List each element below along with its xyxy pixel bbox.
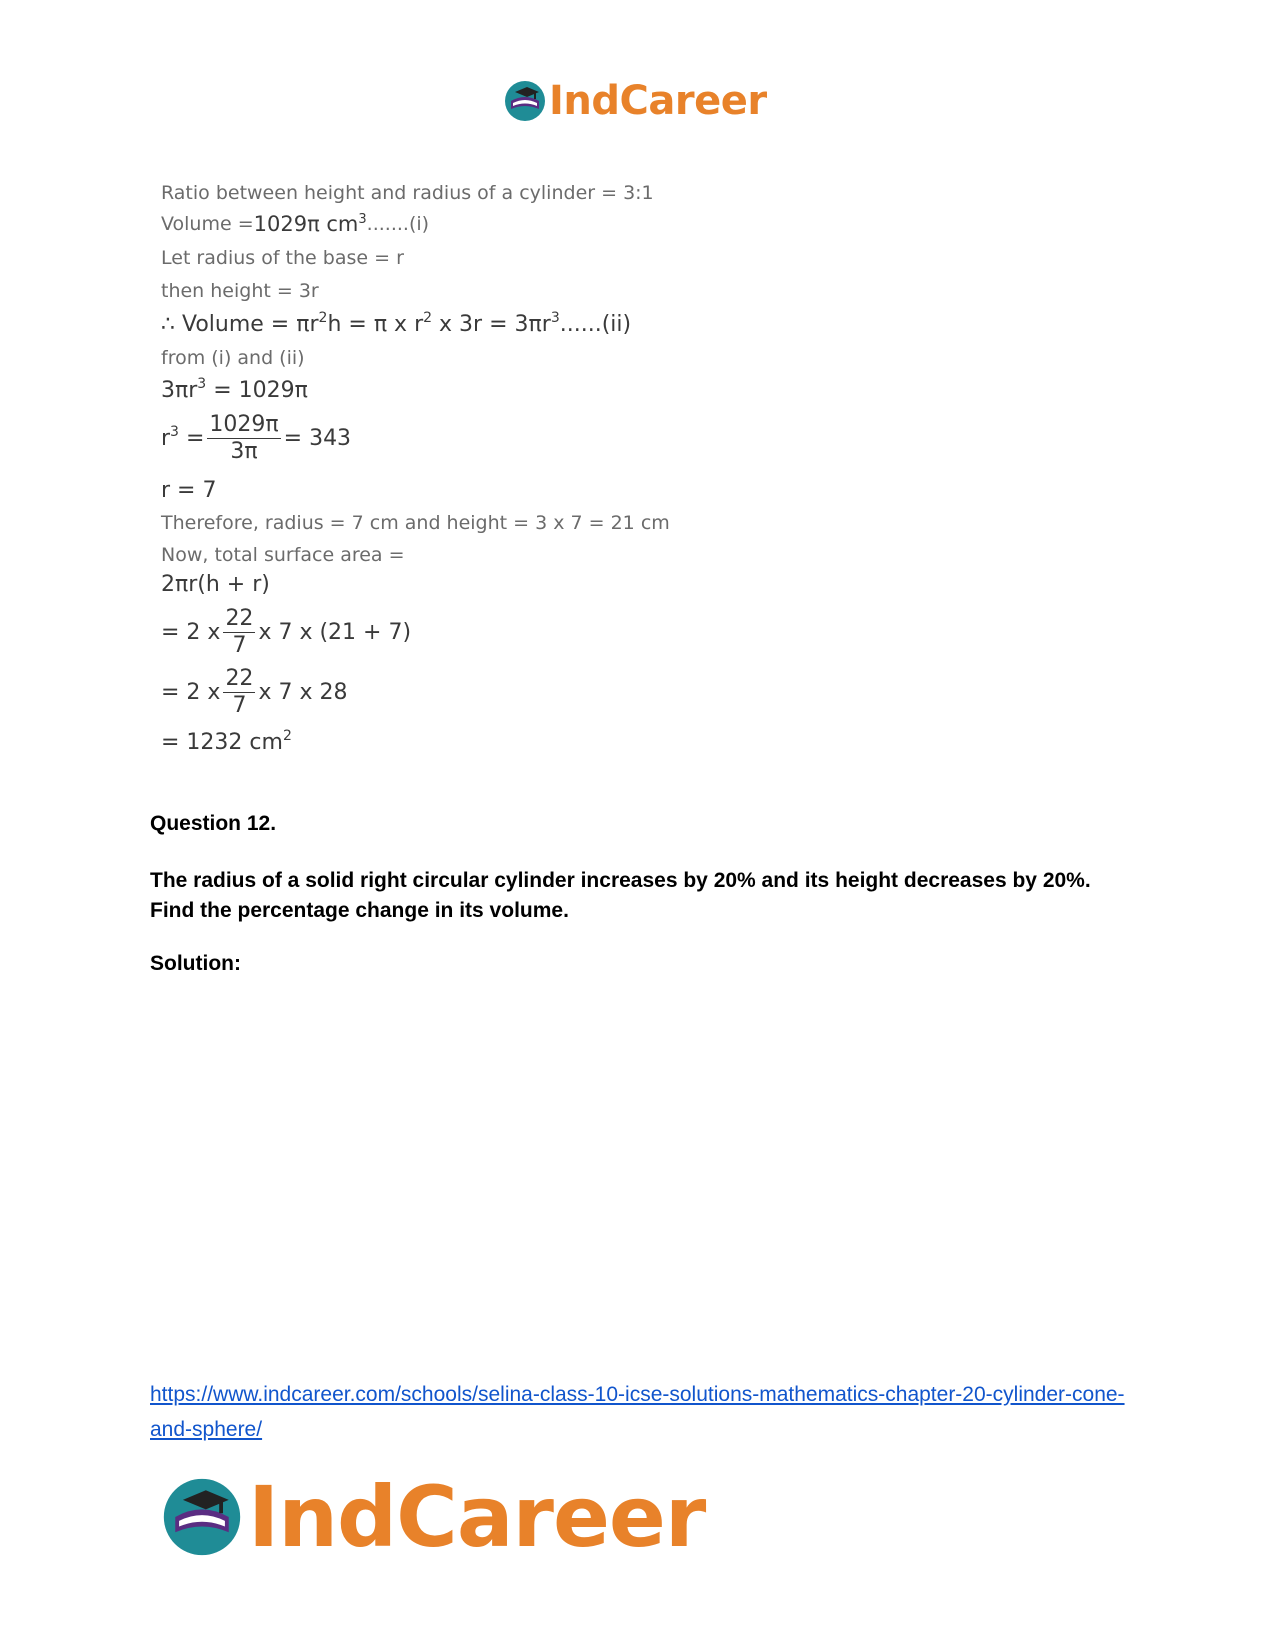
graduation-book-icon — [160, 1475, 244, 1559]
fraction: $\frac{22}{7}$ — [225, 666, 254, 718]
volume-line: Volume = 1029π $cm^3$ .......(i) — [161, 212, 430, 236]
fraction: $\frac{1029\pi}{3\pi}$ — [209, 412, 279, 464]
source-link[interactable]: https://www.indcareer.com/schools/selina-class-10-icse-solutions-mathematics-chapter-20-cylinder-cone-and-sphere/ — [150, 1383, 1125, 1441]
footer-logo — [160, 1468, 705, 1566]
solution-label: Solution: — [150, 952, 241, 975]
question-text: The radius of a solid right circular cylinder increases by 20% and its height decreases by 20%. Find the percentage change in its volume. — [150, 869, 1091, 922]
from-i-ii-line: from (i) and (ii) — [161, 347, 305, 369]
equation-1: $3\pi r^3 = 1029\pi$ — [161, 376, 308, 403]
step-2: = 2 x $\frac{22}{7}$ x 7 x 28 — [161, 666, 348, 718]
r-value-line: r = 7 — [161, 478, 217, 503]
step-1: = 2 x $\frac{22}{7}$ x 7 x (21 + 7) — [161, 606, 412, 658]
fraction: $\frac{22}{7}$ — [225, 606, 254, 658]
let-radius-line: Let radius of the base = r — [161, 247, 404, 269]
graduation-book-icon — [503, 79, 547, 123]
therefore-line: Therefore, radius = 7 cm and height = 3 x 7 = 21 cm — [161, 512, 670, 534]
logo-text: IndCareer — [549, 78, 767, 124]
then-height-line: then height = 3r — [161, 280, 319, 302]
tsa-formula-line: 2πr(h + r) — [161, 572, 270, 597]
now-tsa-line: Now, total surface area = — [161, 544, 405, 566]
volume-formula-line: ∴ Volume = $\pi r^2h = \pi$ x $r^2$ x $3r = 3\pi r^3......(ii)$ — [161, 310, 632, 337]
logo-text: IndCareer — [248, 1468, 706, 1566]
question-title: Question 12. — [150, 812, 277, 835]
ratio-line: Ratio between height and radius of a cylinder = 3:1 — [161, 182, 654, 204]
header-logo — [503, 78, 767, 124]
result-line: = 1232 $cm^2$ — [161, 728, 292, 755]
equation-2: $r^3$ = $\frac{1029\pi}{3\pi}$ = 343 — [161, 412, 352, 464]
